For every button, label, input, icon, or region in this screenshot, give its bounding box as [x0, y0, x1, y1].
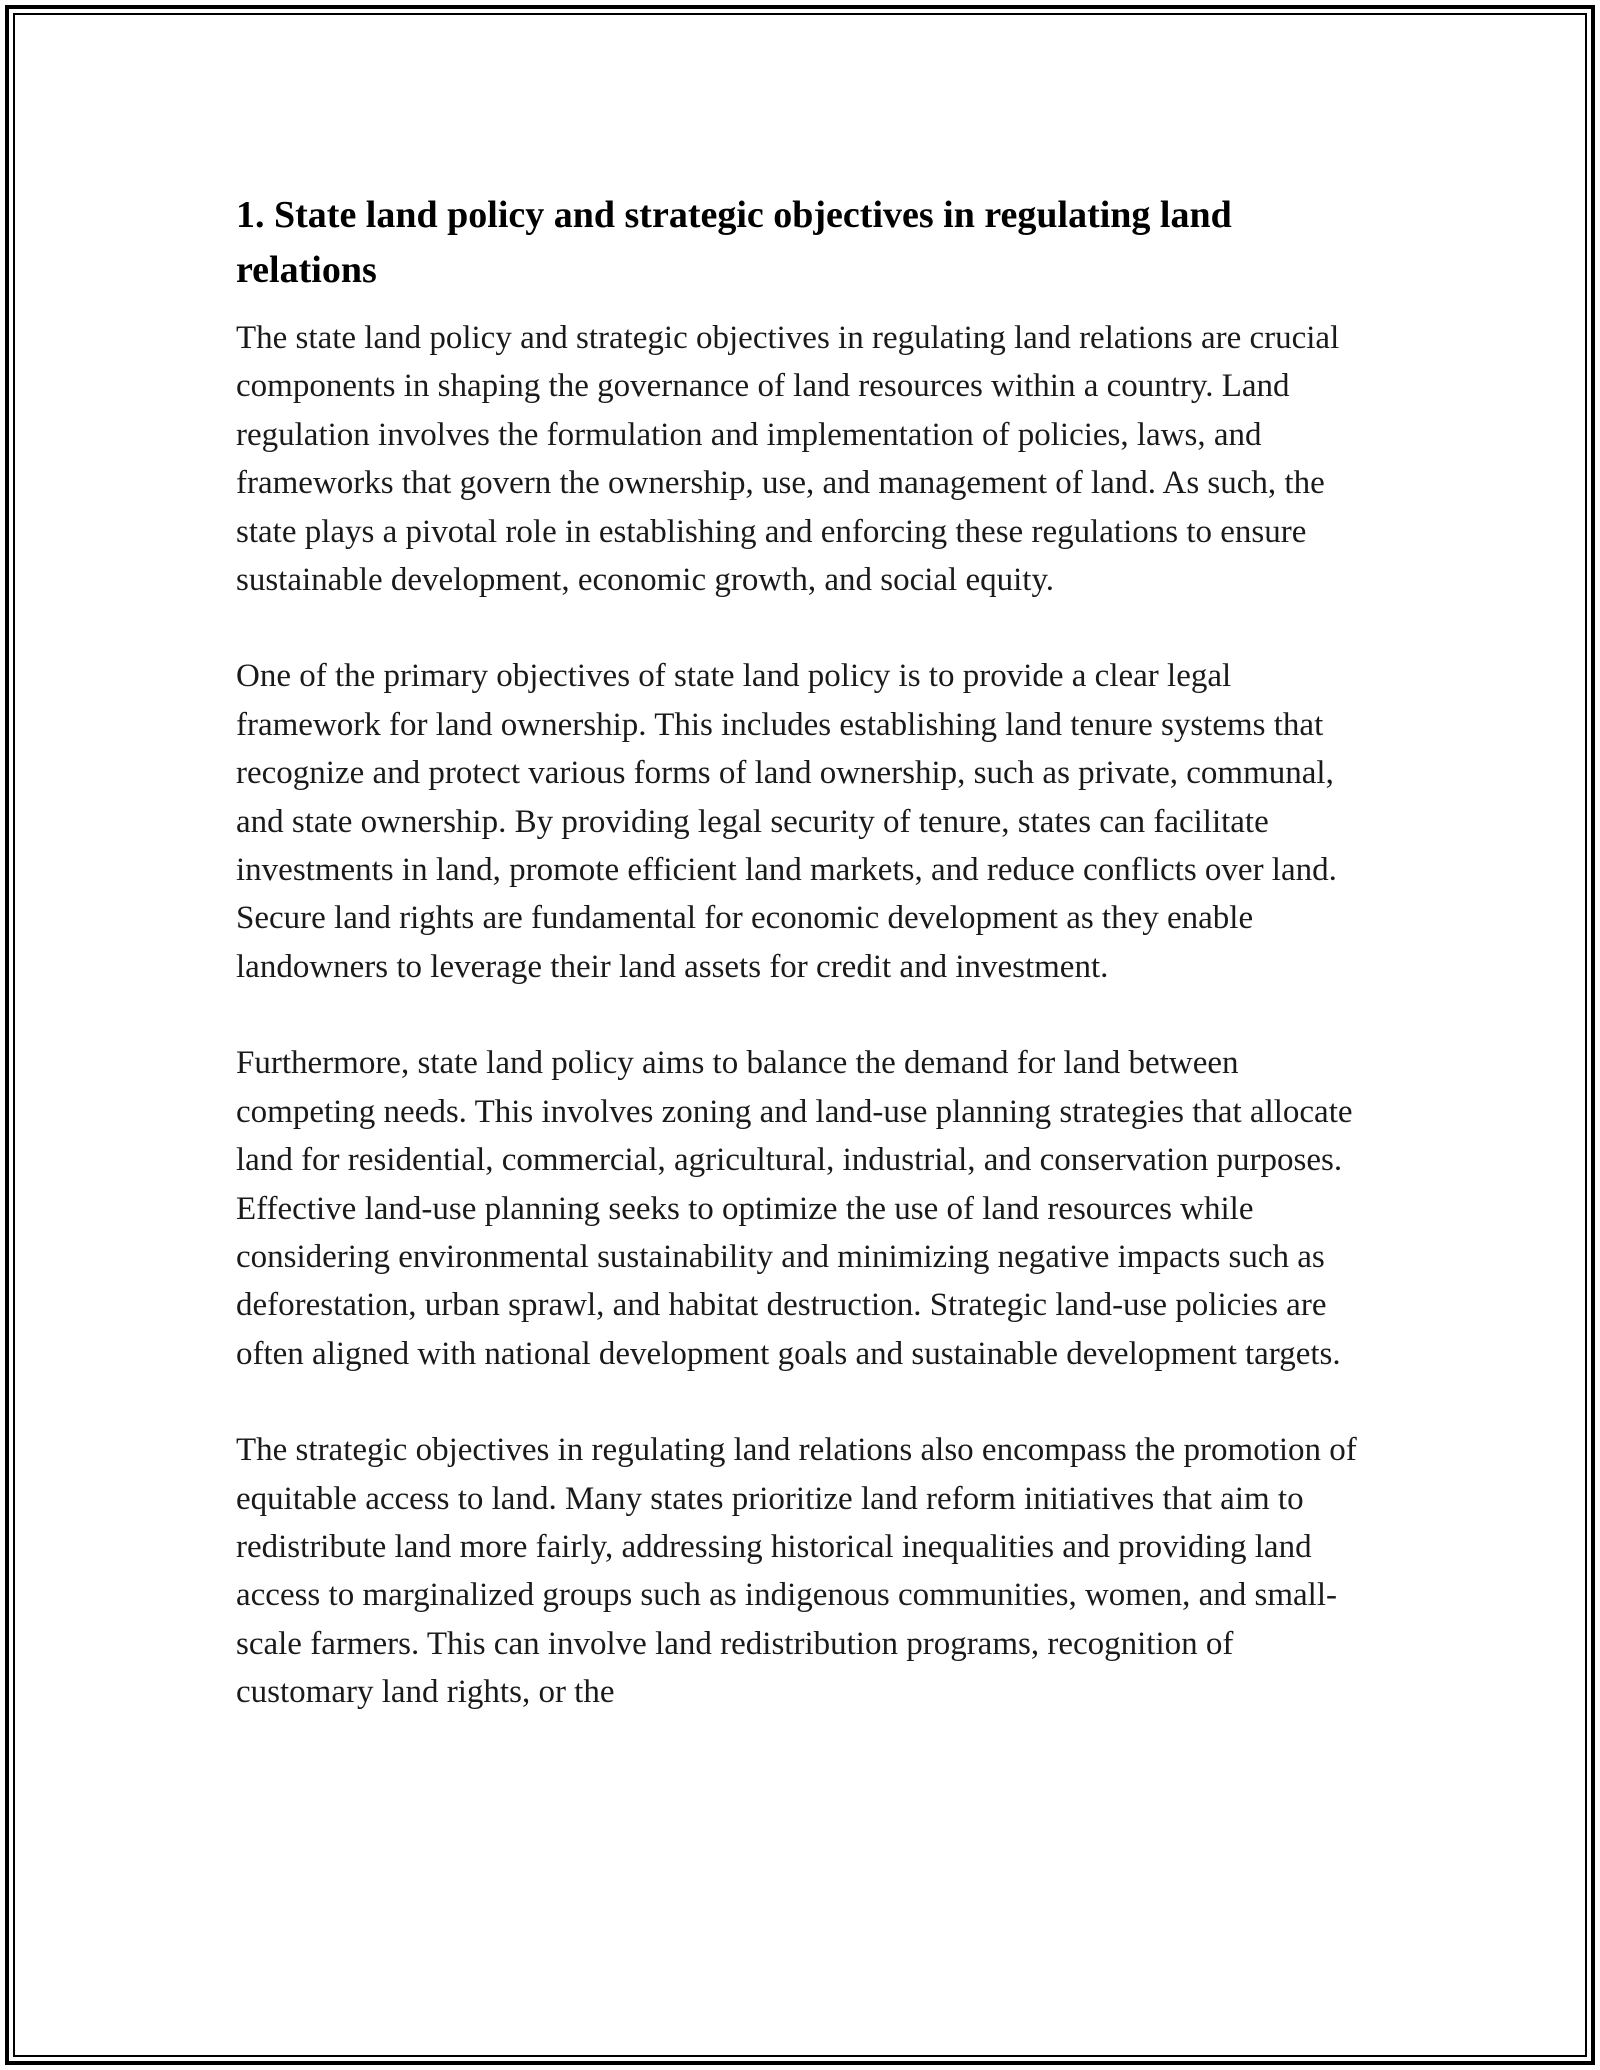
document-body — [236, 188, 1371, 1765]
paragraph-3: Furthermore, state land policy aims to balance the demand for land between competing needs. This involves zoning and land-use planning strategies that allocate land for residential, commercial, agricultural, industrial, and conservation purposes. Effective land-use planning seeks to optimize the use of land resources while considering environmental sustainability and minimizing negative impacts such as deforestation, urban sprawl, and habitat destruction. Strategic land-use policies are often aligned with national development goals and sustainable development targets. — [236, 1045, 1353, 1372]
section-heading: 1. State land policy and strategic objectives in regulating land relations — [236, 194, 1232, 291]
paragraph-2: One of the primary objectives of state land policy is to provide a clear legal framework for land ownership. This includes establishing land tenure systems that recognize and protect various forms of land ownership, such as private, communal, and state ownership. By providing legal security of tenure, states can facilitate investments in land, promote efficient land markets, and reduce conflicts over land. Secure land rights are fundamental for economic development as they enable landowners to leverage their land assets for credit and investment. — [236, 658, 1337, 985]
paragraph-1: The state land policy and strategic objectives in regulating land relations are crucial components in shaping the governance of land resources within a country. Land regulation involves the formulation and implementation of policies, laws, and frameworks that govern the ownership, use, and management of land. As such, the state plays a pivotal role in establishing and enforcing these regulations to ensure sustainable development, economic growth, and social equity. — [236, 320, 1340, 599]
paragraph-4: The strategic objectives in regulating land relations also encompass the promotion of equitable access to land. Many states prioritize land reform initiatives that aim to redistribute land more fairly, addressing historical inequalities and providing land access to marginalized groups such as indigenous communities, women, and small-scale farmers. This can involve land redistribution programs, recognition of customary land rights, or the — [236, 1432, 1357, 1711]
